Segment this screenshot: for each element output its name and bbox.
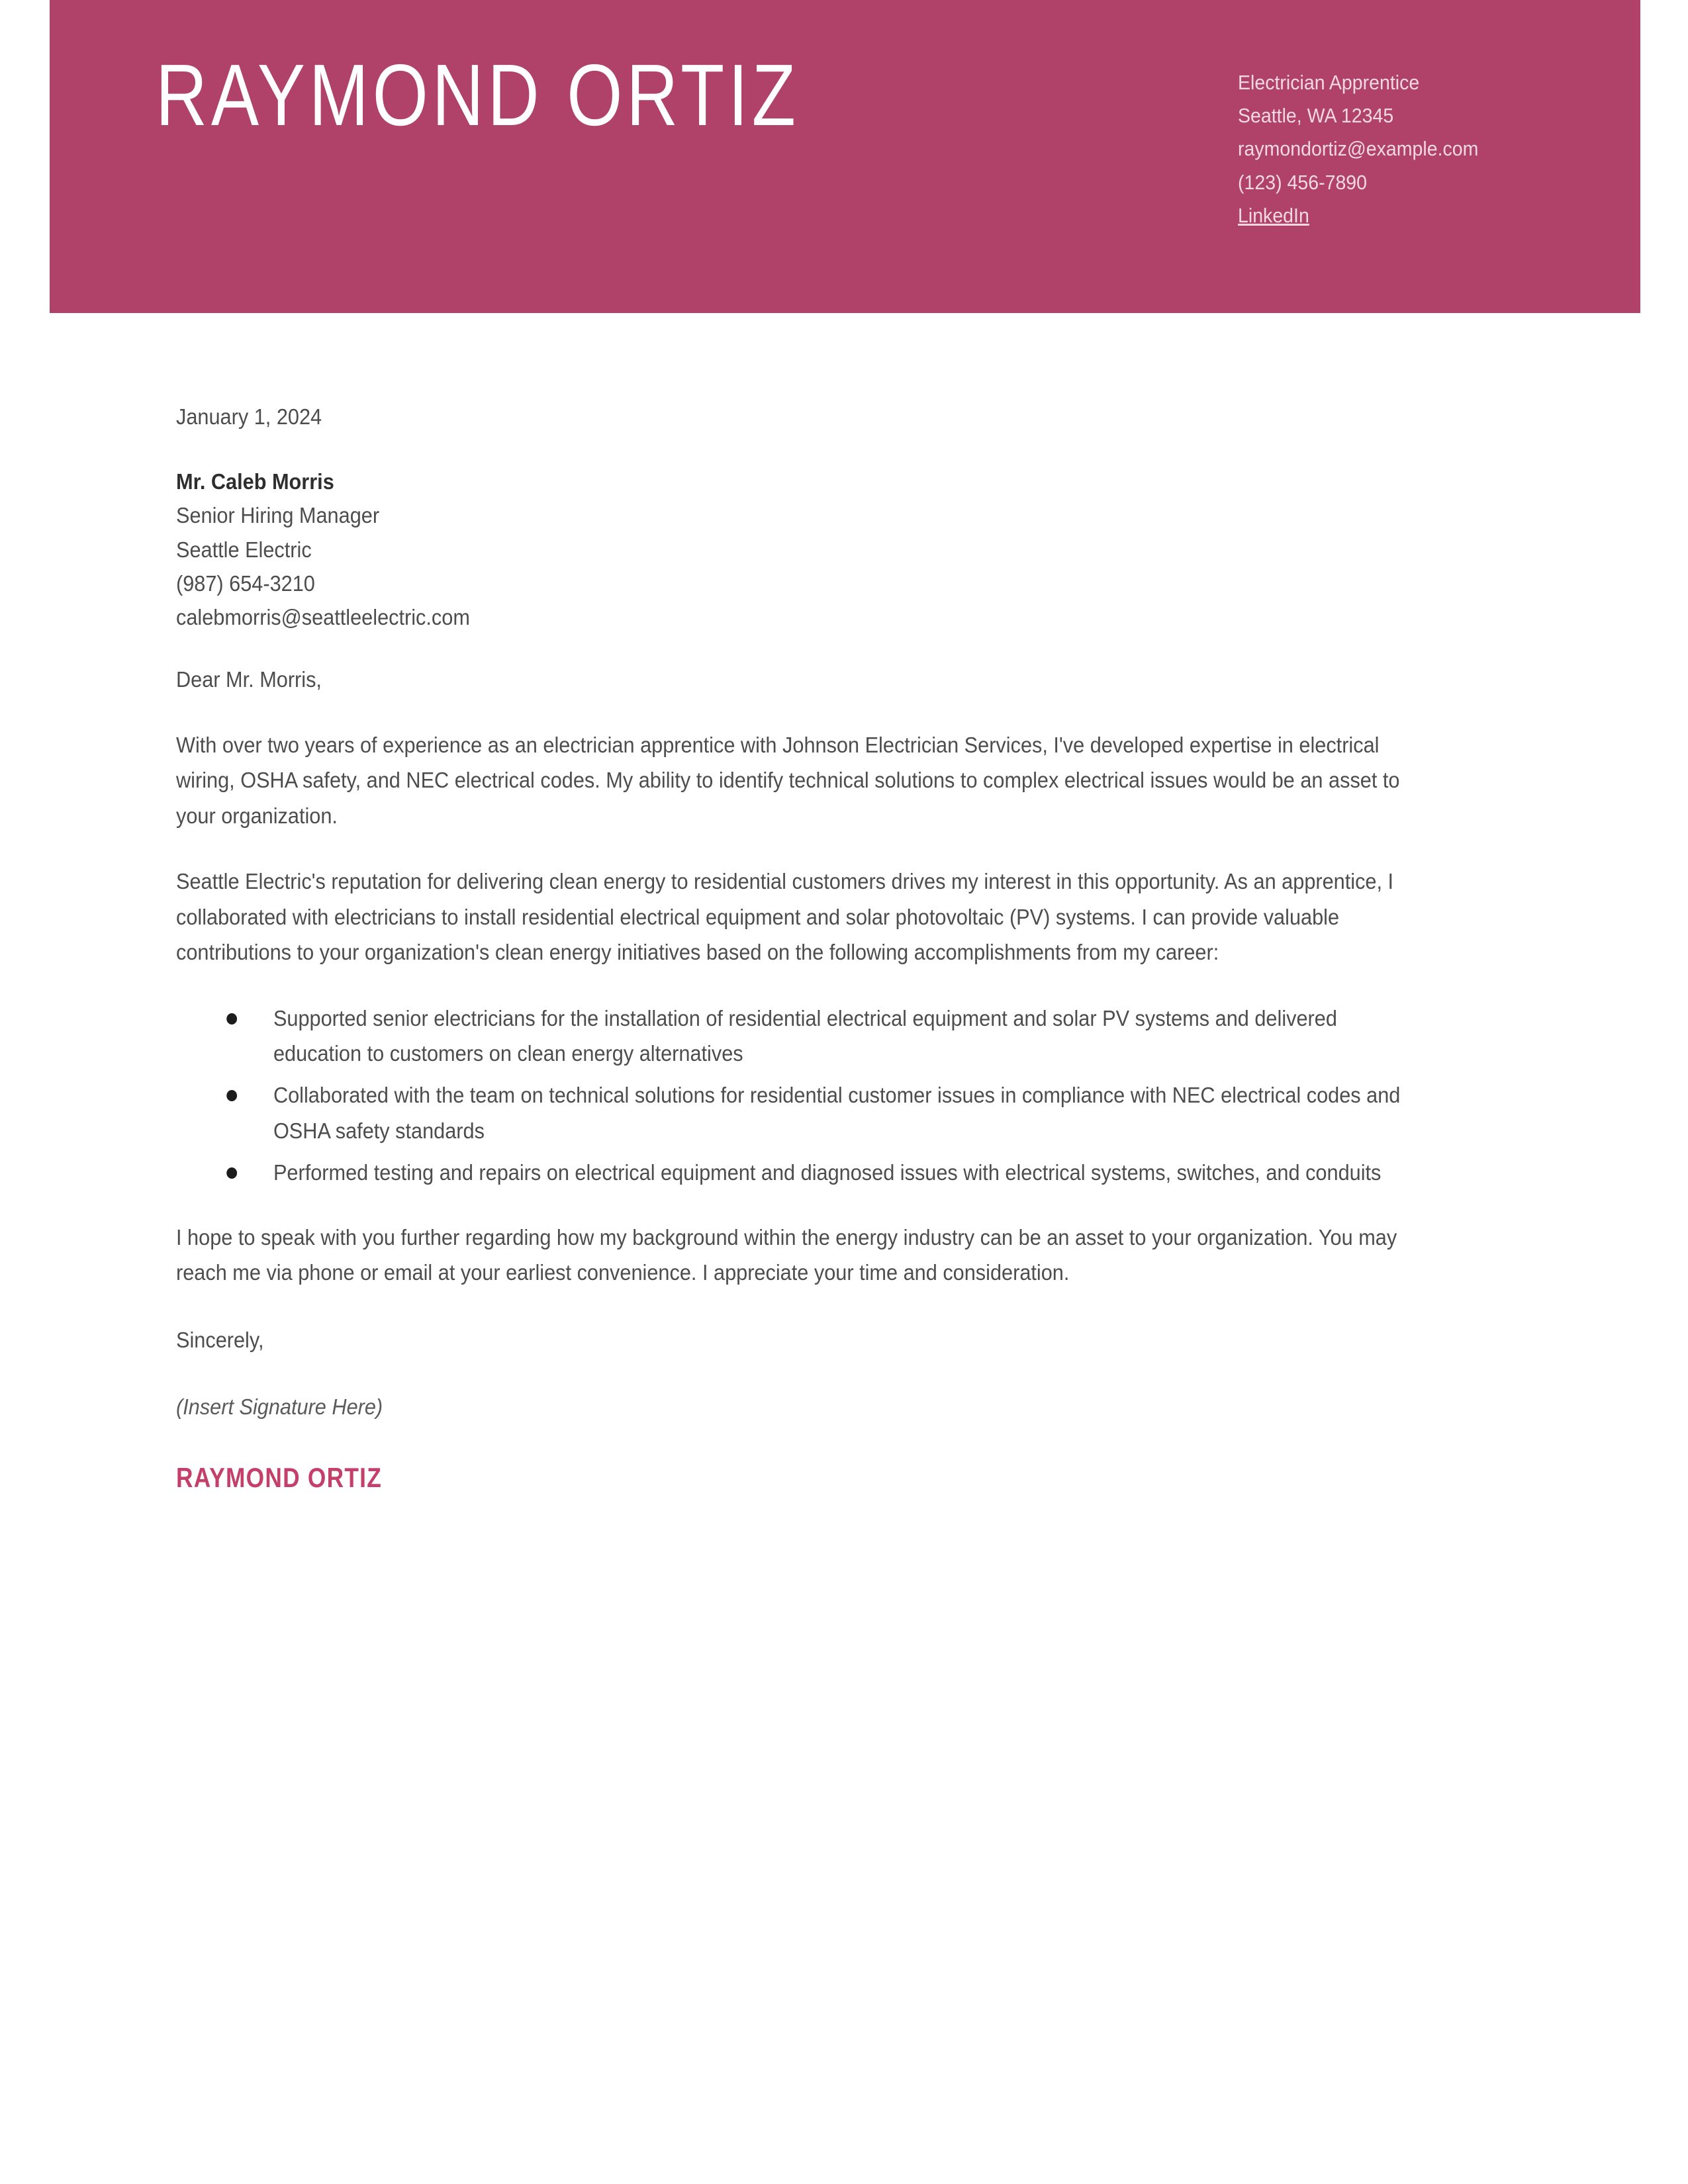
contact-job-title: Electrician Apprentice [1238,71,1420,94]
list-item-text: Collaborated with the team on technical solutions for residential customer issues in compliance with NEC electrical codes and OSHA safety standards [273,1083,1401,1143]
list-item-text: Supported senior electricians for the installation of residential electrical equipment and solar PV systems and delivered education to customers on clean energy alternatives [273,1005,1337,1066]
sign-off: Sincerely, [176,1327,264,1352]
list-item [176,1077,1413,1148]
list-item-text: Performed testing and repairs on electrical equipment and diagnosed issues with electrical systems, switches, and conduits [273,1160,1382,1185]
body-paragraph-1: With over two years of experience as an electrician apprentice with Johnson Electrician Services, I've developed expertise in electrical wiring, OSHA safety, and NEC electrical codes. My ability to identify technical solutions to complex electrical issues would be an asset to your organization. [176,732,1400,828]
bullet-dot-icon [226,1013,237,1024]
list-item [176,1001,1413,1071]
contact-info-block [1238,66,1615,232]
accomplishments-list [176,1001,1413,1191]
body-paragraph-2: Seattle Electric's reputation for delivering clean energy to residential customers drives my interest in this opportunity. As an apprentice, I collaborated with electricians to install residential electrical equipment and solar photovoltaic (PV) systems. I can provide valuable contributions to your organization's clean energy initiatives based on the following accomplishments from my career: [176,869,1394,965]
contact-location: Seattle, WA 12345 [1238,104,1394,128]
bullet-dot-icon [226,1167,237,1179]
signature-name: RAYMOND ORTIZ [176,1461,383,1493]
salutation: Dear Mr. Morris, [176,666,322,692]
recipient-block [176,465,1395,635]
recipient-name: Mr. Caleb Morris [176,469,334,494]
closing-paragraph: I hope to speak with you further regarding how my background within the energy industry can be an asset to your organization. You may reach me via phone or email at your earliest convenience. I appreciate your time and consideration. [176,1224,1397,1285]
list-item [176,1155,1413,1190]
recipient-phone: (987) 654-3210 [176,571,315,596]
signature-placeholder: (Insert Signature Here) [176,1394,383,1419]
contact-email[interactable]: raymondortiz@example.com [1238,137,1479,161]
bullet-dot-icon [226,1090,237,1101]
letter-body [176,404,1487,1494]
applicant-name: RAYMOND ORTIZ [156,46,800,144]
letter-date: January 1, 2024 [176,404,322,429]
recipient-company: Seattle Electric [176,537,312,562]
recipient-email[interactable]: calebmorris@seattleelectric.com [176,605,470,630]
recipient-title: Senior Hiring Manager [176,503,380,528]
header-name-block [156,46,1149,144]
contact-phone: (123) 456-7890 [1238,170,1368,194]
linkedin-link[interactable]: LinkedIn [1238,203,1309,227]
header-band [50,0,1640,313]
